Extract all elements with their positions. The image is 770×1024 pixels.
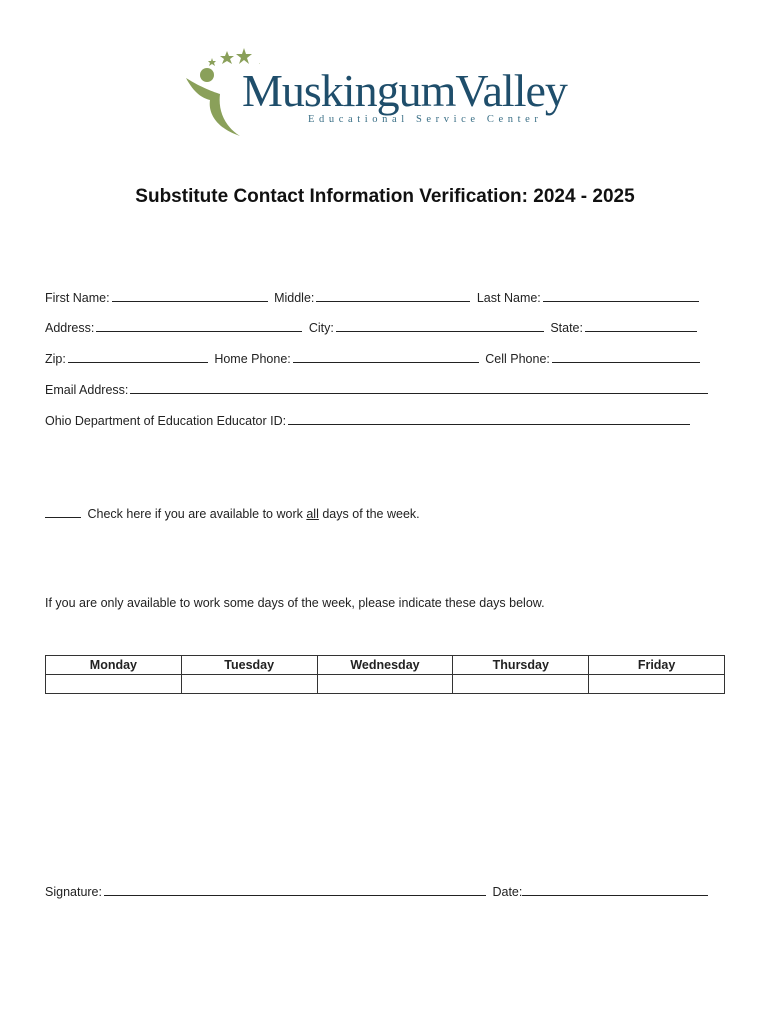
friday-header: Friday xyxy=(589,656,725,675)
address-label: Address: xyxy=(45,321,95,335)
days-input-row xyxy=(46,675,725,694)
signature-label: Signature: xyxy=(45,885,102,899)
tuesday-cell[interactable] xyxy=(181,675,317,694)
address-field[interactable] xyxy=(96,318,302,332)
date-field[interactable] xyxy=(522,882,708,896)
cell-phone-label: Cell Phone: xyxy=(485,352,550,366)
some-days-instruction: If you are only available to work some days of the week, please indicate these days below. xyxy=(45,596,545,610)
home-phone-field[interactable] xyxy=(293,349,479,363)
first-name-field[interactable] xyxy=(112,288,268,302)
date-label: Date: xyxy=(492,885,523,899)
email-row xyxy=(45,380,711,397)
all-days-text-prefix: Check here if you are available to work xyxy=(87,507,303,521)
city-label: City: xyxy=(308,321,334,335)
page-title: Substitute Contact Information Verification: 2024 - 2025 xyxy=(135,186,635,207)
cell-phone-field[interactable] xyxy=(552,349,700,363)
name-row xyxy=(45,288,702,305)
logo-name-part2: Valley xyxy=(455,65,567,116)
logo-wordmark xyxy=(242,65,567,116)
last-name-label: Last Name: xyxy=(476,291,541,305)
logo xyxy=(180,48,600,143)
thursday-cell[interactable] xyxy=(453,675,589,694)
tuesday-header: Tuesday xyxy=(181,656,317,675)
address-row xyxy=(45,318,700,335)
thursday-header: Thursday xyxy=(453,656,589,675)
monday-header: Monday xyxy=(46,656,182,675)
days-table xyxy=(45,655,725,694)
days-header-row xyxy=(46,656,725,675)
all-days-text-suffix: days of the week. xyxy=(322,507,420,521)
educator-id-label: Ohio Department of Education Educator ID: xyxy=(45,414,287,428)
middle-name-field[interactable] xyxy=(316,288,470,302)
educator-id-row xyxy=(45,411,693,428)
state-field[interactable] xyxy=(585,318,697,332)
home-phone-label: Home Phone: xyxy=(214,352,291,366)
educator-id-field[interactable] xyxy=(288,411,690,425)
first-name-label: First Name: xyxy=(45,291,110,305)
city-field[interactable] xyxy=(336,318,544,332)
email-label: Email Address: xyxy=(45,383,129,397)
logo-subtitle: Educational Service Center xyxy=(308,114,543,125)
all-days-emphasis: all xyxy=(306,507,319,521)
zip-field[interactable] xyxy=(68,349,208,363)
zip-label: Zip: xyxy=(45,352,66,366)
last-name-field[interactable] xyxy=(543,288,699,302)
monday-cell[interactable] xyxy=(46,675,182,694)
wednesday-cell[interactable] xyxy=(317,675,453,694)
all-days-checkbox[interactable] xyxy=(45,504,81,518)
state-label: State: xyxy=(550,321,583,335)
logo-name-part1: Muskingum xyxy=(242,65,456,116)
friday-cell[interactable] xyxy=(589,675,725,694)
all-days-row xyxy=(45,504,420,521)
email-field[interactable] xyxy=(130,380,708,394)
middle-label: Middle: xyxy=(274,291,315,305)
signature-field[interactable] xyxy=(104,882,486,896)
signature-row xyxy=(45,882,711,899)
phone-row xyxy=(45,349,703,366)
wednesday-header: Wednesday xyxy=(317,656,453,675)
